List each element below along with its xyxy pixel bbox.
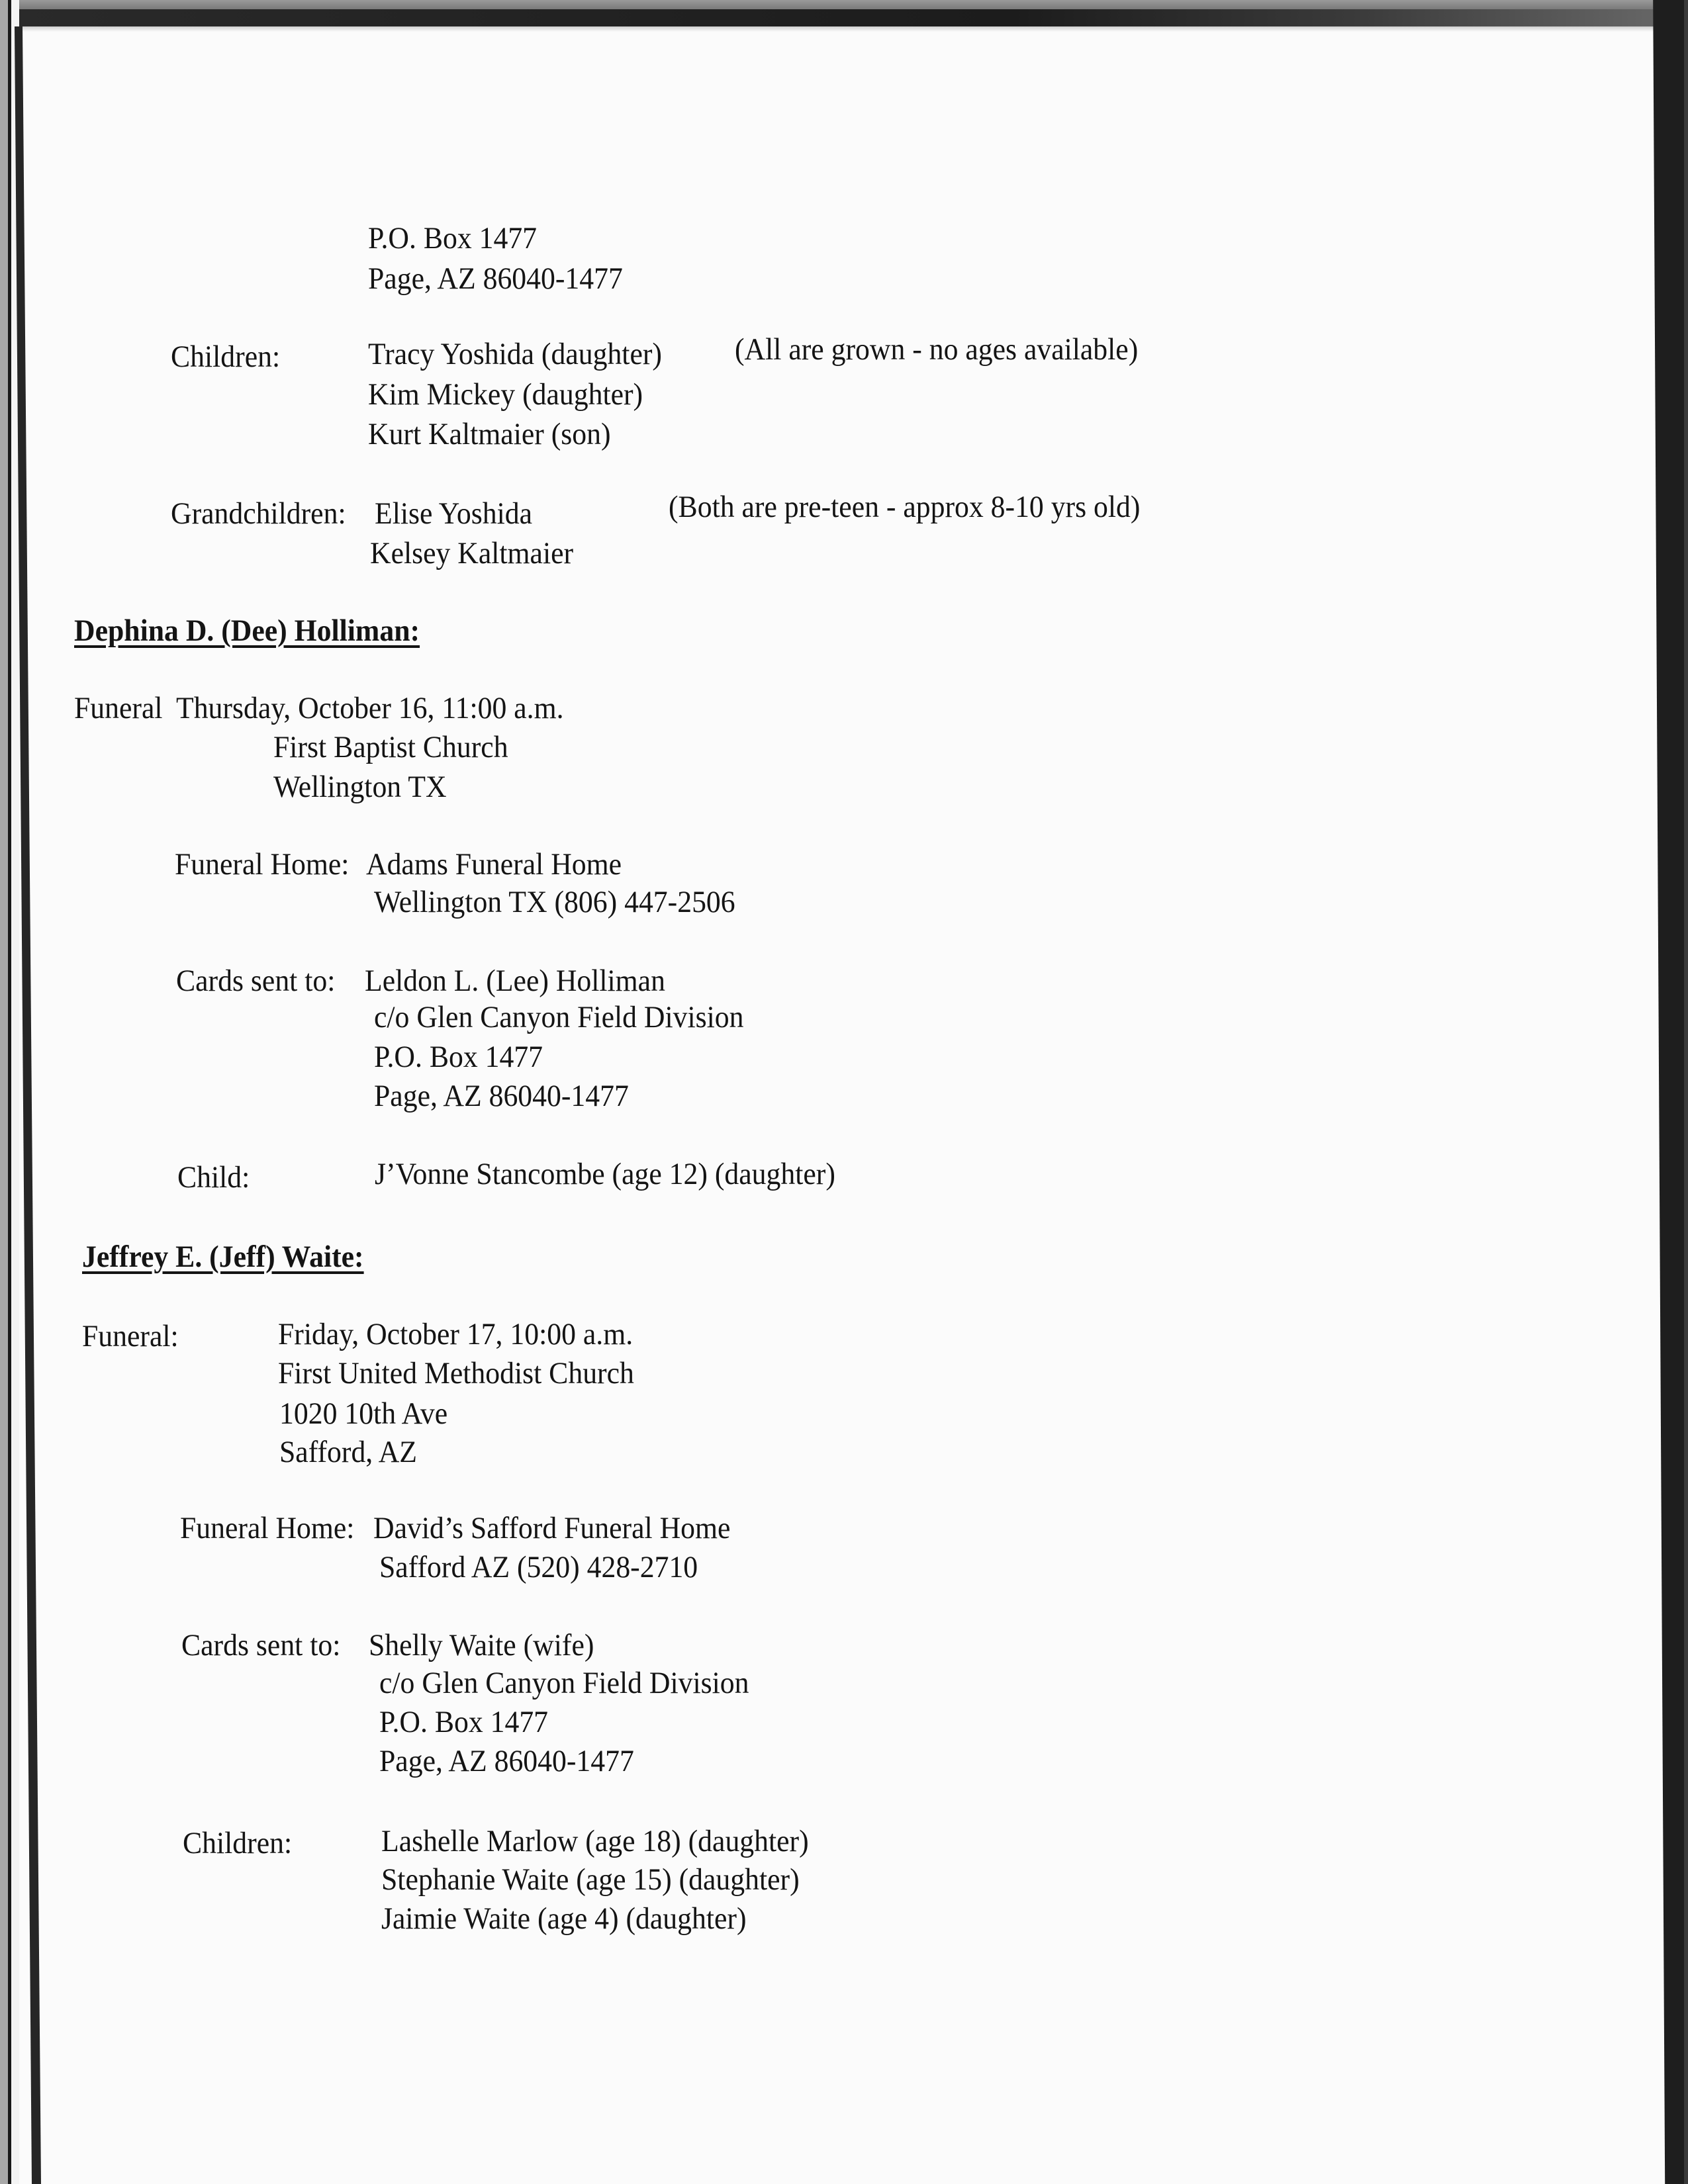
cards-recipient-line: Leldon L. (Lee) Holliman <box>365 964 665 998</box>
address-line: P.O. Box 1477 <box>368 221 538 255</box>
funeral-detail: 1020 10th Ave <box>279 1396 448 1431</box>
cards-recipient-line: P.O. Box 1477 <box>379 1705 549 1739</box>
child-entry: Tracy Yoshida (daughter) <box>368 337 662 371</box>
child-label: Child: <box>177 1160 250 1195</box>
funeral-home-detail: Safford AZ (520) 428-2710 <box>379 1550 698 1584</box>
funeral-detail: First Baptist Church <box>273 730 508 764</box>
scan-edge-right-outer <box>1684 0 1688 2184</box>
child-entry: Kim Mickey (daughter) <box>368 377 643 412</box>
cards-recipient-line: c/o Glen Canyon Field Division <box>374 1000 744 1034</box>
funeral-detail: Wellington TX <box>273 770 447 804</box>
funeral-detail: Friday, October 17, 10:00 a.m. <box>278 1317 633 1351</box>
funeral-home-detail: Wellington TX (806) 447-2506 <box>374 885 735 919</box>
child-entry: Stephanie Waite (age 15) (daughter) <box>381 1862 800 1897</box>
cards-recipient-line: Shelly Waite (wife) <box>369 1628 594 1662</box>
scan-edge-left <box>0 0 8 2184</box>
address-line: Page, AZ 86040-1477 <box>368 261 623 296</box>
grandchildren-note: (Both are pre-teen - approx 8-10 yrs old) <box>669 490 1141 524</box>
scan-edge-top <box>0 0 1688 9</box>
grandchildren-label: Grandchildren: <box>171 496 346 531</box>
scan-edge-top-fade <box>0 26 1688 32</box>
scan-edge-right <box>1648 0 1688 2184</box>
scan-edge-top-shadow <box>0 9 1688 26</box>
cards-recipient-line: Page, AZ 86040-1477 <box>374 1079 629 1113</box>
child-entry: Lashelle Marlow (age 18) (daughter) <box>381 1824 809 1858</box>
child-entry: Jaimie Waite (age 4) (daughter) <box>381 1901 747 1936</box>
person-heading: Dephina D. (Dee) Holliman: <box>74 614 420 648</box>
cards-recipient-line: Page, AZ 86040-1477 <box>379 1744 634 1778</box>
funeral-home-label: Funeral Home: <box>180 1511 355 1545</box>
grandchild-entry: Elise Yoshida <box>375 496 533 531</box>
funeral-home-label: Funeral Home: <box>175 847 350 882</box>
funeral-label: Funeral: <box>82 1319 179 1353</box>
funeral-home-detail: Adams Funeral Home <box>366 847 622 882</box>
funeral-home-detail: David’s Safford Funeral Home <box>373 1511 731 1545</box>
funeral-detail: Safford, AZ <box>279 1435 418 1469</box>
cards-recipient-line: c/o Glen Canyon Field Division <box>379 1666 749 1700</box>
cards-sent-label: Cards sent to: <box>181 1628 341 1662</box>
cards-sent-label: Cards sent to: <box>176 964 336 998</box>
grandchild-entry: Kelsey Kaltmaier <box>370 536 574 570</box>
cards-recipient-line: P.O. Box 1477 <box>374 1040 543 1074</box>
children-label: Children: <box>171 340 281 374</box>
children-label: Children: <box>183 1826 293 1860</box>
funeral-detail: First United Methodist Church <box>278 1356 634 1390</box>
person-heading: Jeffrey E. (Jeff) Waite: <box>82 1240 364 1274</box>
child-entry: Kurt Kaltmaier (son) <box>368 417 611 451</box>
child-entry: J’Vonne Stancombe (age 12) (daughter) <box>375 1157 835 1191</box>
funeral-label: Funeral <box>74 691 163 725</box>
children-note: (All are grown - no ages available) <box>735 332 1139 367</box>
funeral-detail: Thursday, October 16, 11:00 a.m. <box>176 691 564 725</box>
scan-edge-left-gap <box>11 0 19 2184</box>
